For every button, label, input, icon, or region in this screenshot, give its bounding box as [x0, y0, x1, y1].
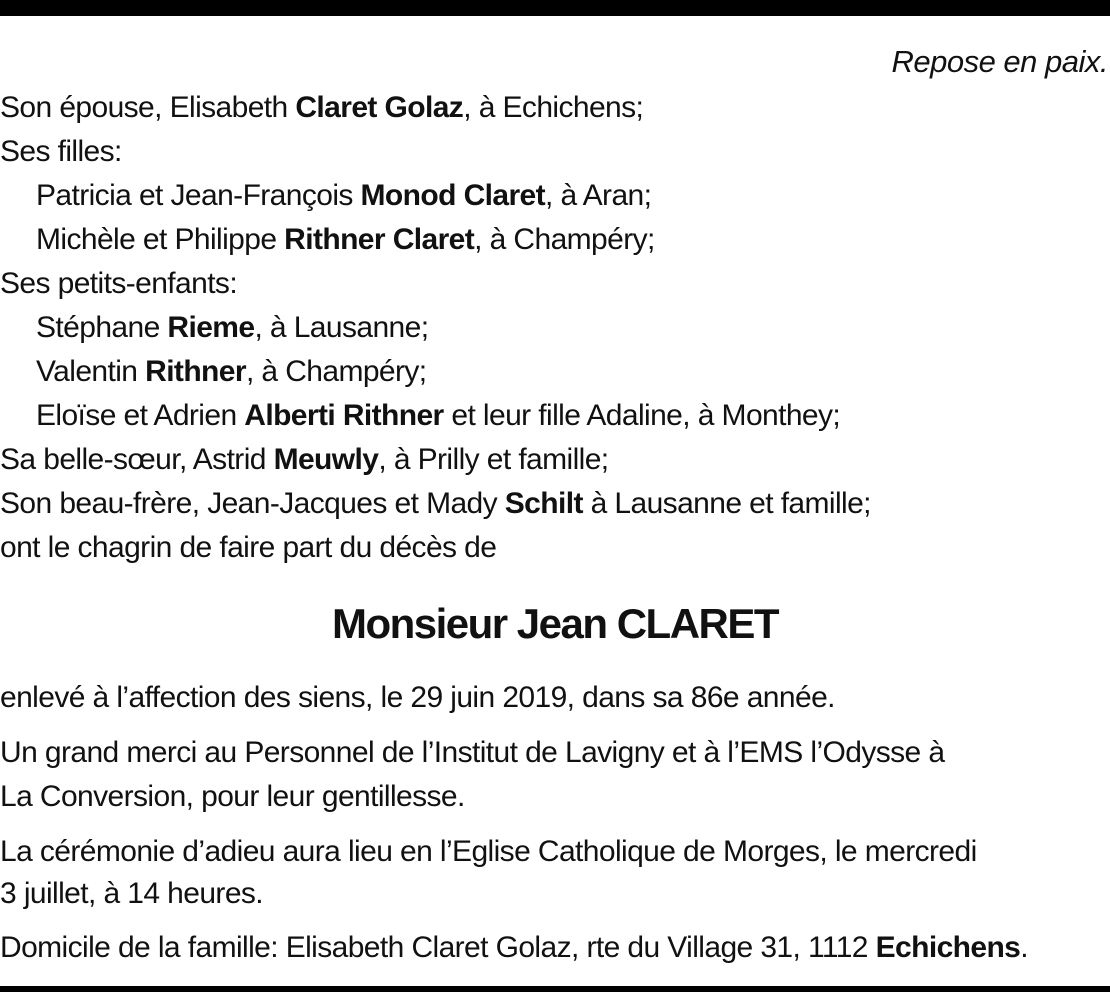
thanks-line: Un grand merci au Personnel de l’Institut de Lavigny et à l’EMS l’Odysse à [0, 736, 945, 769]
domicile-line: Domicile de la famille: Elisabeth Claret Golaz, rte du Village 31, 1112 Echichens. [0, 931, 1029, 964]
ceremony-line: 3 juillet, à 14 heures. [0, 877, 264, 910]
daughter-line: Patricia et Jean-François Monod Claret, à Aran; [36, 179, 652, 212]
daughters-label: Ses filles: [0, 135, 122, 168]
bottom-rule [0, 986, 1110, 992]
top-rule [0, 0, 1110, 16]
deceased-name: Monsieur Jean CLARET [331, 600, 779, 647]
spouse-line: Son épouse, Elisabeth Claret Golaz, à Echichens; [0, 91, 644, 124]
grandchild-line: Valentin Rithner, à Champéry; [36, 355, 427, 388]
sister-in-law-line: Sa belle-sœur, Astrid Meuwly, à Prilly et famille; [0, 443, 609, 476]
ceremony-line: La cérémonie d’adieu aura lieu en l’Eglise Catholique de Morges, le mercredi [0, 835, 977, 868]
announcement-line: ont le chagrin de faire part du décès de [0, 531, 497, 564]
motto: Repose en paix. [891, 44, 1108, 79]
grandchildren-label: Ses petits-enfants: [0, 267, 238, 300]
brother-in-law-line: Son beau-frère, Jean-Jacques et Mady Schilt à Lausanne et famille; [0, 487, 871, 520]
daughter-line: Michèle et Philippe Rithner Claret, à Champéry; [36, 223, 655, 256]
grandchild-line: Eloïse et Adrien Alberti Rithner et leur fille Adaline, à Monthey; [36, 399, 841, 432]
death-line: enlevé à l’affection des siens, le 29 juin 2019, dans sa 86e année. [0, 681, 835, 714]
grandchild-line: Stéphane Rieme, à Lausanne; [36, 311, 429, 344]
thanks-line: La Conversion, pour leur gentillesse. [0, 780, 465, 813]
